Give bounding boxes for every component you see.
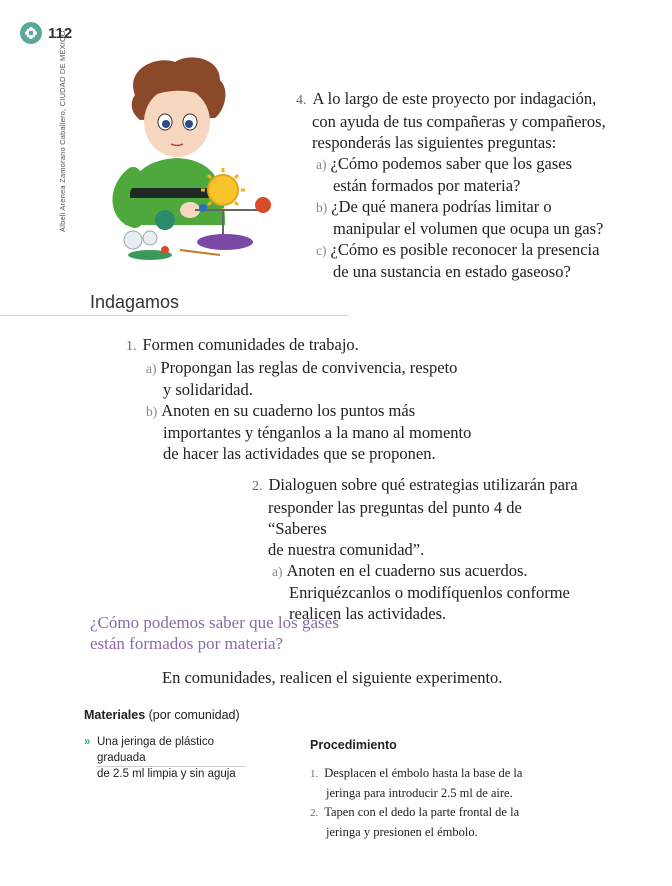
- step-1a: a) Propongan las reglas de convivencia, respeto y solidaridad.: [146, 358, 458, 399]
- question-4: 4. A lo largo de este proyecto por indagación, con ayuda de tus compañeras y compañeros, responderás las siguientes preguntas: a) ¿Cómo podemos saber que los gases están formados por materia? b) ¿De qué manera podrías limitar o manipular el volumen que ocupa un gas? c) ¿Cómo es posible reconocer la presencia de una sustancia en estado gaseoso?: [296, 89, 606, 281]
- section-title: Indagamos: [90, 292, 180, 312]
- question-4a: a) ¿Cómo podemos saber que los gases están formados por materia?: [316, 154, 572, 195]
- question-4c: c) ¿Cómo es posible reconocer la presencia de una sustancia en estado gaseoso?: [316, 240, 600, 281]
- materials-item: » Una jeringa de plástico graduada de 2.5 ml limpia y sin aguja: [84, 736, 236, 780]
- experiment-question-heading: ¿Cómo podemos saber que los gases están formados por materia?: [90, 613, 339, 653]
- procedure-step-2: 2. Tapen con el dedo la parte frontal de la jeringa y presionen el émbolo.: [310, 805, 520, 839]
- materials-divider: [96, 766, 246, 767]
- question-4b: b) ¿De qué manera podrías limitar o manipular el volumen que ocupa un gas?: [316, 197, 604, 238]
- question-4-intro: 4. A lo largo de este proyecto por indagación,: [296, 89, 597, 108]
- experiment-intro: En comunidades, realicen el siguiente experimento.: [162, 668, 503, 687]
- step-1: 1. Formen comunidades de trabajo. a) Propongan las reglas de convivencia, respeto y solidaridad. b) Anoten en su cuaderno los puntos más importantes y ténganlos a la mano al momento de hacer las actividades que se proponen.: [126, 334, 486, 464]
- procedure-list: [310, 764, 540, 842]
- flower-icon: [20, 22, 42, 44]
- step-2a: a) Anoten en el cuaderno sus acuerdos. Enriquézcanlos o modifíquenlos conforme realicen las actividades.: [272, 561, 570, 623]
- item-number: 4.: [296, 93, 307, 108]
- materials-title: Materiales (por comunidad): [84, 708, 240, 722]
- illustration-credit: Albeli Arenea Zamorano Caballero, CIUDAD DE MÉXICO: [58, 30, 67, 232]
- procedure-title: Procedimiento: [310, 738, 397, 752]
- double-chevron-right-icon: »: [84, 736, 91, 748]
- step-2: 2. Dialoguen sobre qué estrategias utilizarán para responder las preguntas del punto 4 de “Saberes de nuestra comunidad”. a) Anoten en el cuaderno sus acuerdos. Enriquézcanlos o modifíquenlos conforme realicen las actividades.: [252, 474, 582, 624]
- page-number: 112: [48, 24, 73, 42]
- procedure-step-1: 1. Desplacen el émbolo hasta la base de la jeringa para introducir 2.5 ml de aire.: [310, 766, 523, 800]
- section-divider: [0, 315, 348, 316]
- boy-illustration: [95, 50, 290, 275]
- step-1b: b) Anoten en su cuaderno los puntos más importantes y ténganlos a la mano al momento de hacer las actividades que se proponen.: [146, 401, 472, 463]
